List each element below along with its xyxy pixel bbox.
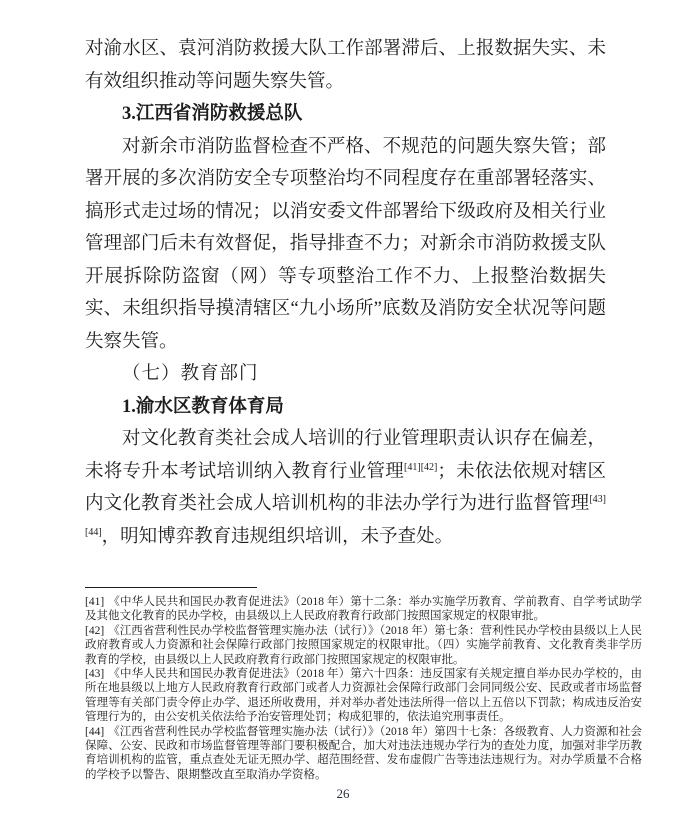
continuation-paragraph: 对渝水区、袁河消防救援大队工作部署滞后、上报数据失实、未有效组织推动等问题失察失管。 xyxy=(85,39,606,92)
footnote-ref-41-42: [41][42] xyxy=(404,461,438,473)
footnote-separator xyxy=(85,587,257,588)
footnote-41-text: 《中华人民共和国民办教育促进法》（2018 年）第十二条：举办实施学历教育、学前教育、自学考试助学及其他文化教育的民办学校，由县级以上人民政府教育行政部门按照国家规定的权限审批。 xyxy=(85,596,642,623)
footnote-44-marker: [44] xyxy=(85,725,105,738)
footnote-42-marker: [42] xyxy=(85,624,105,637)
heading-yushui-education-bureau: 1.渝水区教育体育局 xyxy=(122,396,284,417)
footnote-42-text: 《江西省营利性民办学校监督管理实施办法（试行）》（2018 年）第七条：营利性民办学校由县级以上人民政府教育或人力资源和社会保障行政部门按照国家规定的权限审批。（四）实施学前教育、文化教育类非学历教育的学校，由县级以上人民政府教育行政部门按照国家规定的权限审批。 xyxy=(85,624,642,666)
document-body xyxy=(85,33,606,553)
footnote-44-text: 《江西省营利性民办学校监督管理实施办法（试行）》（2018 年）第四十七条：各级教育、人力资源和社会保障、公安、民政和市场监督管理等部门要积极配合，加大对违法违规办学行为的查处力度，加强对非学历教育培训机构的监管，重点查处无证无照办学、超范围经营、发布虚假广告等违法违规行为。对办学质量不合格的学校予以警告、限期整改直至取消办学资格。 xyxy=(85,725,642,781)
heading-fire-rescue-hq: 3.江西省消防救援总队 xyxy=(122,104,303,124)
footnote-43-marker: [43] xyxy=(85,668,105,681)
paragraph-fire-supervision: 对新余市消防监督检查不严格、不规范的问题失察失管；部署开展的多次消防安全专项整治均不同程度存在重部署轻落实、搞形式走过场的情况；以消安委文件部署给下级政府及相关行业管理部门后未有效督促，指导排查不力；对新余市消防救援支队开展拆除防盗窗（网）等专项整治工作不力、上报整治数据失实、未组织指导摸清辖区“九小场所”底数及消防安全状况等问题失察失管。 xyxy=(85,136,606,352)
footnote-41 xyxy=(85,595,642,624)
footnote-43-text: 《中华人民共和国民办教育促进法》（2018 年）第六十四条：违反国家有关规定擅自举办民办学校的，由所在地县级以上地方人民政府教育行政部门或者人力资源社会保障行政部门会同同级公安、民政或者市场监督管理等有关部门责令停止办学、退还所收费用，并对举办者处违法所得一倍以上五倍以下罚款；构成违反治安管理行为的，由公安机关依法给予治安管理处罚；构成犯罪的，依法追究刑事责任。 xyxy=(85,668,642,724)
footnote-44 xyxy=(85,725,642,783)
education-text-part1: 对文化教育类社会成人培训的行业管理职责认识存在偏差，未将专升本考试培训纳入教育行业管理 xyxy=(85,429,606,482)
paragraph-education-supervision xyxy=(85,423,606,553)
footnote-41-marker: [41] xyxy=(85,596,105,608)
section-heading-education: （七）教育部门 xyxy=(122,364,259,384)
footnote-43 xyxy=(85,667,642,725)
footnote-42 xyxy=(85,624,642,667)
page-number: 26 xyxy=(336,786,350,801)
footnote-ref-43-44: [43][44] xyxy=(85,493,606,538)
footnotes-section xyxy=(85,595,642,782)
education-text-part2: ；未依法依规对辖区内文化教育类社会成人培训机构的非法办学行为进行监督管理 xyxy=(85,461,606,514)
education-text-part3: ，明知博弈教育违规组织培训，未予查处。 xyxy=(101,526,454,547)
